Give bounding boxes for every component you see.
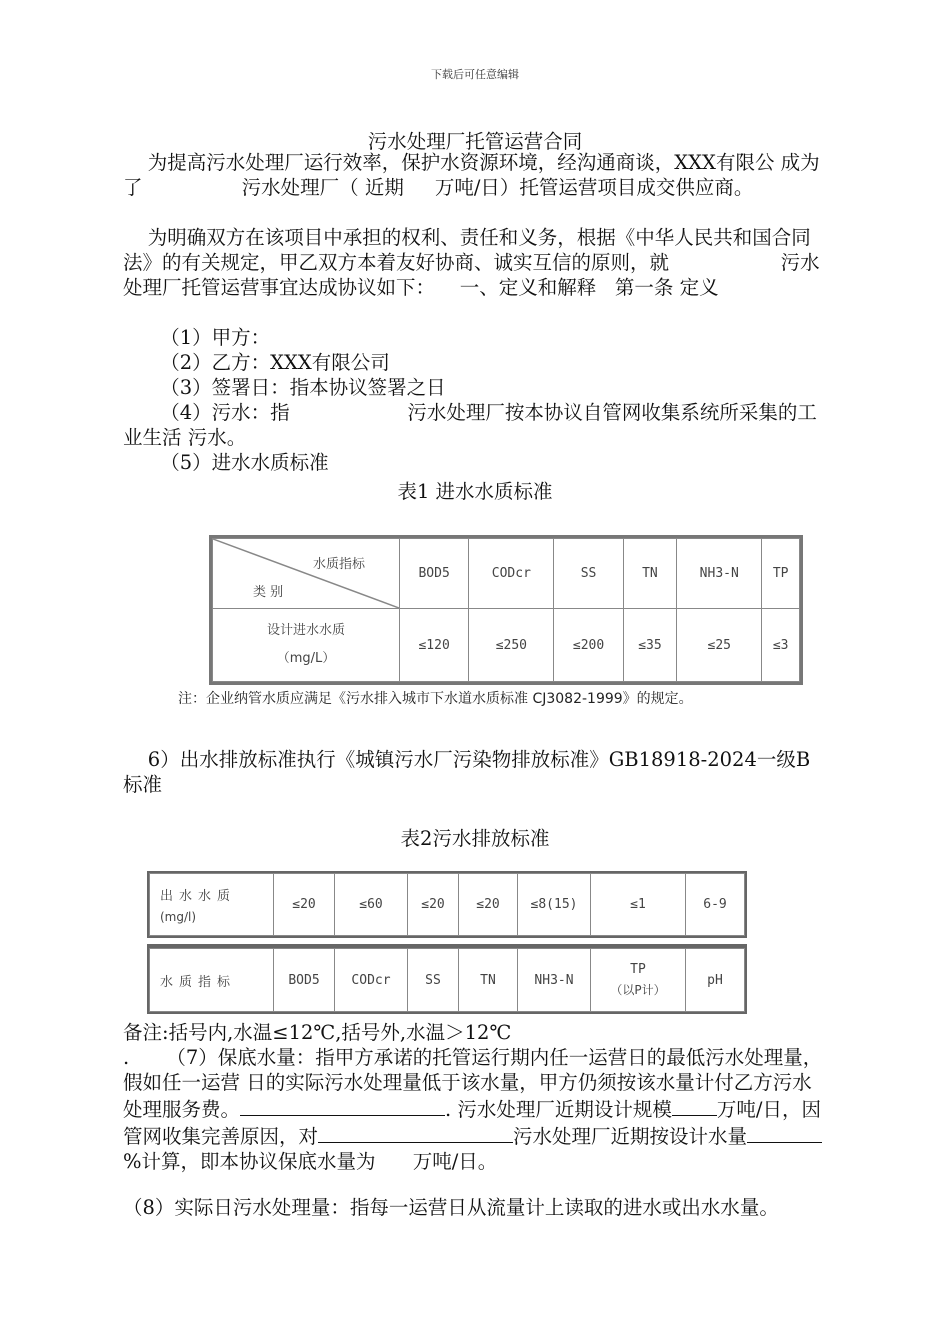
diagonal-header-cell <box>213 539 400 609</box>
table1-value-ss: ≤200 <box>554 609 623 682</box>
table2-caption: 表2污水排放标准 <box>400 827 550 850</box>
download-note: 下载后可任意编辑 <box>431 68 519 81</box>
table1-header-codcr: CODcr <box>469 539 554 609</box>
blank-percent <box>747 1122 822 1143</box>
p7-text-a: . （7）保底水量：指甲方承诺的托管运行期内任一运营日的最低污水处理量，假如任一运营 日的实际污水处理量低于该水量，甲方仍须按该水量计付乙方污水处理服务费。 <box>123 1046 823 1121</box>
table1-value-bod5: ≤120 <box>400 609 469 682</box>
table2-value-ss: ≤20 <box>408 874 459 936</box>
diagonal-line <box>213 539 399 608</box>
blank-plant-name-1 <box>240 1095 445 1116</box>
table2-value-nh3n: ≤8(15) <box>518 874 591 936</box>
table1-value-tn: ≤35 <box>623 609 676 682</box>
table1-header-tp: TP <box>762 539 800 609</box>
definition-item-2: （2）乙方：XXX有限公司 <box>123 351 390 374</box>
table2-row2-label: 水质指标 <box>150 949 274 1012</box>
p7-text-d: 污水处理厂近期按设计水量 <box>513 1125 748 1148</box>
tp-sub-label: （以P计） <box>610 983 666 997</box>
tp-label: TP <box>630 962 646 977</box>
influent-standard-table <box>209 535 803 685</box>
p7-text-e: %计算，即本协议保底水量为 万吨/日。 <box>123 1150 498 1173</box>
table2-value-tp: ≤1 <box>591 874 686 936</box>
table1-header-nh3n: NH3-N <box>677 539 762 609</box>
table2-indicator-ss: SS <box>408 949 459 1012</box>
table2-value-codcr: ≤60 <box>335 874 408 936</box>
diag-top-label: 水质指标 <box>312 557 365 572</box>
diag-bottom-label: 类 别 <box>253 585 284 600</box>
table2-indicator-ph: pH <box>686 949 745 1012</box>
table1-note: 注：企业纳管水质应满足《污水排入城市下水道水质标准 CJ3082-1999》的规定。 <box>178 691 693 707</box>
definition-item-5: （5）进水水质标准 <box>123 451 329 474</box>
purpose-paragraph: 为明确双方在该项目中承担的权利、责任和义务，根据《中华人民共和国合同法》的有关规定，甲乙双方本着友好协商、诚实互信的原则，就 污水处理厂托管运营事宜达成协议如下： 一、定义和解释 第一条 定义 <box>123 226 820 299</box>
p7-text-b: . 污水处理厂近期设计规模 <box>445 1098 672 1121</box>
temperature-remark: 备注:括号内,水温≤12℃,括号外,水温＞12℃ <box>123 1021 512 1044</box>
table1-header-ss: SS <box>554 539 623 609</box>
document-title: 污水处理厂托管运营合同 <box>367 130 583 153</box>
table2-value-tn: ≤20 <box>459 874 518 936</box>
table1-row-label <box>213 609 400 682</box>
row1-unit: (mg/l) <box>160 910 197 924</box>
table1-caption: 表1 进水水质标准 <box>397 480 553 503</box>
p7-text-c: 万吨/日，因管网收集完善原因，对 <box>123 1098 821 1148</box>
blank-design-scale <box>672 1095 717 1116</box>
table2-indicator-nh3n: NH3-N <box>518 949 591 1012</box>
table1-value-tp: ≤3 <box>762 609 800 682</box>
table1-header-tn: TN <box>623 539 676 609</box>
actual-volume-paragraph: （8）实际日污水处理量：指每一运营日从流量计上读取的进水或出水水量。 <box>123 1196 779 1219</box>
table2-indicator-bod5: BOD5 <box>274 949 335 1012</box>
table2-indicator-codcr: CODcr <box>335 949 408 1012</box>
definition-item-3: （3）签署日：指本协议签署之日 <box>123 376 446 399</box>
row-label-line1: 设计进水水质 <box>266 623 345 638</box>
table2-indicator-tp <box>591 949 686 1012</box>
table2-value-bod5: ≤20 <box>274 874 335 936</box>
definition-item-1: （1）甲方： <box>123 326 271 349</box>
table1-header-bod5: BOD5 <box>400 539 469 609</box>
table2-row1-label <box>150 874 274 936</box>
table1-value-nh3n: ≤25 <box>677 609 762 682</box>
discharge-standard-paragraph: 6）出水排放标准执行《城镇污水厂污染物排放标准》GB18918-2024一级B标准 <box>123 748 811 796</box>
table1-value-codcr: ≤250 <box>469 609 554 682</box>
table2-indicator-tn: TN <box>459 949 518 1012</box>
row-label-line2: （mg/L） <box>276 651 336 666</box>
blank-plant-name-2 <box>318 1122 513 1143</box>
minimum-volume-paragraph <box>123 1045 828 1174</box>
discharge-values-table <box>147 871 747 938</box>
discharge-indicators-table <box>147 944 747 1014</box>
intro-paragraph: 为提高污水处理厂运行效率，保护水资源环境，经沟通商谈，XXX有限公 成为了 污水处理厂（ 近期 万吨/日）托管运营项目成交供应商。 <box>123 151 820 199</box>
definition-item-4: （4）污水：指 污水处理厂按本协议自管网收集系统所采集的工业生活 污水。 <box>123 401 817 449</box>
row1-label-text: 出水水质 <box>160 889 237 904</box>
table2-value-ph: 6-9 <box>686 874 745 936</box>
